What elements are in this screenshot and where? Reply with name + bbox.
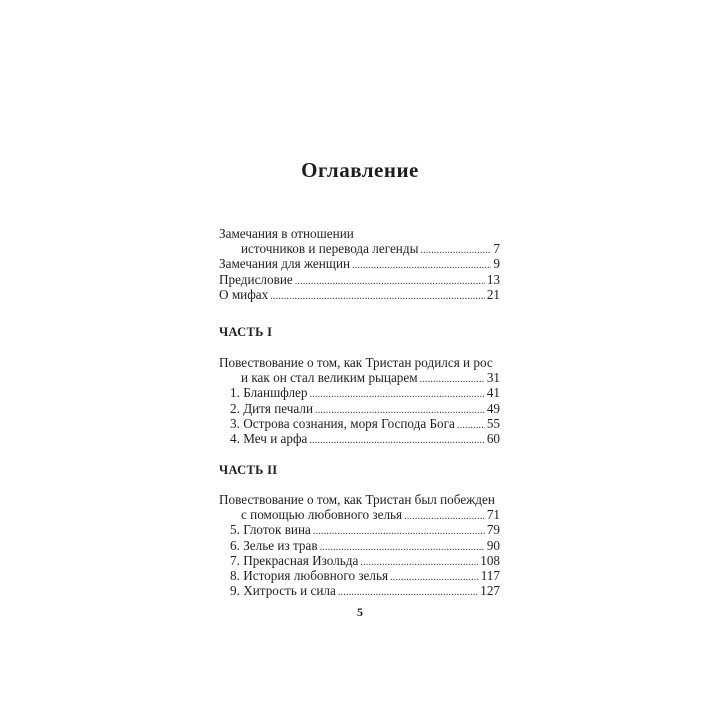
toc-entry xyxy=(219,370,500,385)
toc-entry-label: О мифах xyxy=(219,286,269,302)
toc-entry-label: 3. Острова сознания, моря Господа Бога xyxy=(230,415,455,431)
toc-entry-label: Предисловие xyxy=(219,271,293,287)
page-number: 5 xyxy=(357,605,363,619)
dot-leader xyxy=(338,585,478,600)
toc-entry-label: 6. Зелье из трав xyxy=(230,537,318,553)
toc-entry-line: Замечания в отношении xyxy=(219,226,354,241)
toc-page-number: 60 xyxy=(486,430,500,446)
dot-leader xyxy=(309,433,484,448)
dot-leader xyxy=(457,418,485,433)
dot-leader xyxy=(404,509,485,524)
toc-page-number: 90 xyxy=(486,537,500,553)
toc-page-number: 9 xyxy=(493,256,500,272)
toc-page-number: 108 xyxy=(480,552,500,568)
toc-entry xyxy=(219,431,500,446)
toc-entry xyxy=(219,287,500,302)
toc-entry-label: источников и перевода легенды xyxy=(241,241,419,257)
dot-leader xyxy=(352,258,491,273)
toc-page-number: 13 xyxy=(486,271,500,287)
toc-entry xyxy=(219,538,500,553)
toc-front-section xyxy=(219,226,500,302)
toc-entry-label: 7. Прекрасная Изольда xyxy=(230,552,359,568)
toc-page-number: 71 xyxy=(486,507,500,523)
dot-leader xyxy=(420,372,485,387)
toc-entry-label: с помощью любовного зелья xyxy=(241,507,403,523)
toc-page-number: 127 xyxy=(480,583,500,599)
toc-entry-line: Повествование о том, как Тристан был побежден xyxy=(219,492,495,507)
dot-leader xyxy=(390,570,479,585)
toc-page-number: 7 xyxy=(493,241,500,257)
toc-entry xyxy=(219,522,500,537)
toc-entry xyxy=(219,385,500,400)
toc-entry-label: 1. Бланшфлер xyxy=(230,385,308,401)
toc-page-number: 41 xyxy=(486,385,500,401)
dot-leader xyxy=(309,387,484,402)
toc-entry xyxy=(219,401,500,416)
dot-leader xyxy=(270,289,485,304)
toc-entry-label: 2. Дитя печали xyxy=(230,400,314,416)
toc-entry xyxy=(219,256,500,271)
toc-entry-line: Повествование о том, как Тристан родился и рос xyxy=(219,355,493,370)
toc-entry-label: 4. Меч и арфа xyxy=(230,430,308,446)
dot-leader xyxy=(295,274,485,289)
toc-page-number: 117 xyxy=(480,567,500,583)
part-heading: ЧАСТЬ II xyxy=(219,463,278,477)
toc-part2-section xyxy=(219,492,500,598)
dot-leader xyxy=(420,243,491,258)
toc-part1-section xyxy=(219,355,500,446)
toc-page-number: 21 xyxy=(486,286,500,302)
toc-entry xyxy=(219,553,500,568)
toc-page-number: 31 xyxy=(486,370,500,386)
toc-entry-label: Замечания для женщин xyxy=(219,256,351,272)
toc-entry xyxy=(219,272,500,287)
toc-entry xyxy=(219,507,500,522)
toc-entry xyxy=(219,241,500,256)
toc-page-number: 49 xyxy=(486,400,500,416)
toc-page-number: 55 xyxy=(486,415,500,431)
dot-leader xyxy=(313,524,485,539)
toc-page-number: 79 xyxy=(486,522,500,538)
toc-entry-label: 5. Глоток вина xyxy=(230,522,311,538)
part-heading: ЧАСТЬ I xyxy=(219,325,273,339)
toc-entry-label: 9. Хитрость и сила xyxy=(230,583,336,599)
toc-entry-label: и как он стал великим рыцарем xyxy=(241,370,418,386)
toc-entry xyxy=(219,583,500,598)
toc-entry xyxy=(219,568,500,583)
toc-entry-label: 8. История любовного зелья xyxy=(230,567,389,583)
page-title: Оглавление xyxy=(301,158,419,182)
toc-entry xyxy=(219,416,500,431)
